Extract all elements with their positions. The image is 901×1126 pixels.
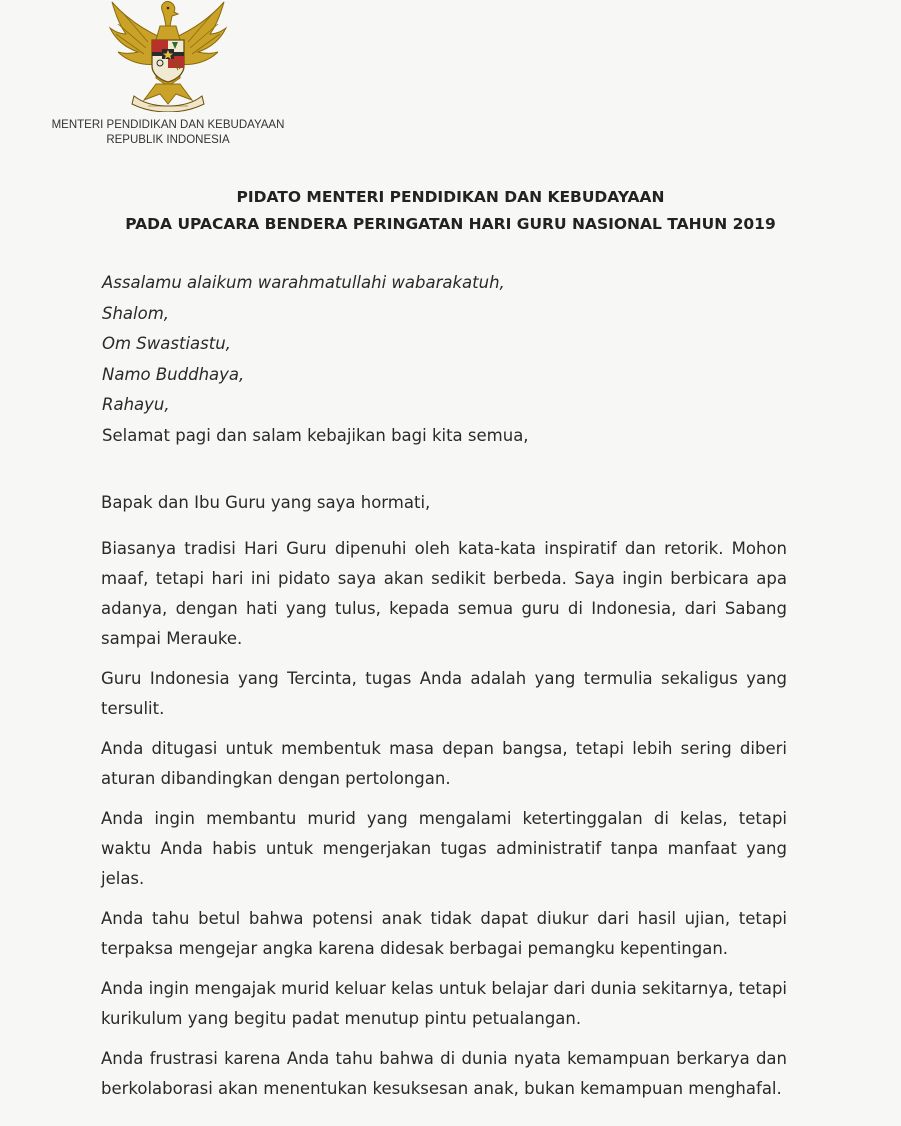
title-line-1: PIDATO MENTERI PENDIDIKAN DAN KEBUDAYAAN — [236, 188, 665, 206]
paragraph: Anda ditugasi untuk membentuk masa depan bangsa, tetapi lebih sering diberi aturan dibandingkan dengan pertolongan. — [101, 739, 787, 788]
speech-title — [0, 184, 901, 238]
greeting-line: Shalom, — [102, 303, 170, 323]
greeting-line: Assalamu alaikum warahmatullahi wabarakatuh, — [102, 273, 505, 292]
garuda-emblem-icon — [104, 0, 232, 112]
greetings-block — [102, 268, 802, 451]
paragraph: Anda ingin mengajak murid keluar kelas untuk belajar dari dunia sekitarnya, tetapi kurikulum yang begitu padat menutup pintu petualangan. — [101, 979, 787, 1028]
paragraph: Bapak dan Ibu Guru yang saya hormati, — [101, 493, 431, 512]
greeting-line: Namo Buddhaya, — [102, 364, 245, 384]
title-line-2: PADA UPACARA BENDERA PERINGATAN HARI GURU NASIONAL TAHUN 2019 — [125, 215, 776, 233]
greeting-line: Om Swastiastu, — [102, 334, 231, 353]
greeting-line: Selamat pagi dan salam kebajikan bagi kita semua, — [102, 425, 529, 445]
paragraph: Biasanya tradisi Hari Guru dipenuhi oleh kata-kata inspiratif dan retorik. Mohon maaf, tetapi hari ini pidato saya akan sedikit berbeda. Saya ingin berbicara apa adanya, dengan hati yang tulus, kepada semua guru di Indonesia, dari Sabang sampai Merauke. — [101, 539, 787, 648]
ministry-heading — [42, 118, 294, 148]
ministry-line-1: MENTERI PENDIDIKAN DAN KEBUDAYAAN — [51, 119, 285, 131]
paragraph: Guru Indonesia yang Tercinta, tugas Anda adalah yang termulia sekaligus yang tersulit. — [101, 669, 787, 718]
paragraph: Anda ingin membantu murid yang mengalami ketertinggalan di kelas, tetapi waktu Anda habis untuk mengerjakan tugas administratif tanpa manfaat yang jelas. — [101, 809, 787, 888]
paragraph: Anda tahu betul bahwa potensi anak tidak dapat diukur dari hasil ujian, tetapi terpaksa mengejar angka karena didesak berbagai pemangku kepentingan. — [101, 909, 787, 958]
ministry-line-2: REPUBLIK INDONESIA — [106, 134, 230, 146]
speech-body — [101, 488, 787, 1114]
paragraph: Anda frustrasi karena Anda tahu bahwa di dunia nyata kemampuan berkarya dan berkolaborasi akan menentukan kesuksesan anak, bukan kemampuan menghafal. — [101, 1049, 787, 1098]
greeting-line: Rahayu, — [102, 395, 170, 414]
